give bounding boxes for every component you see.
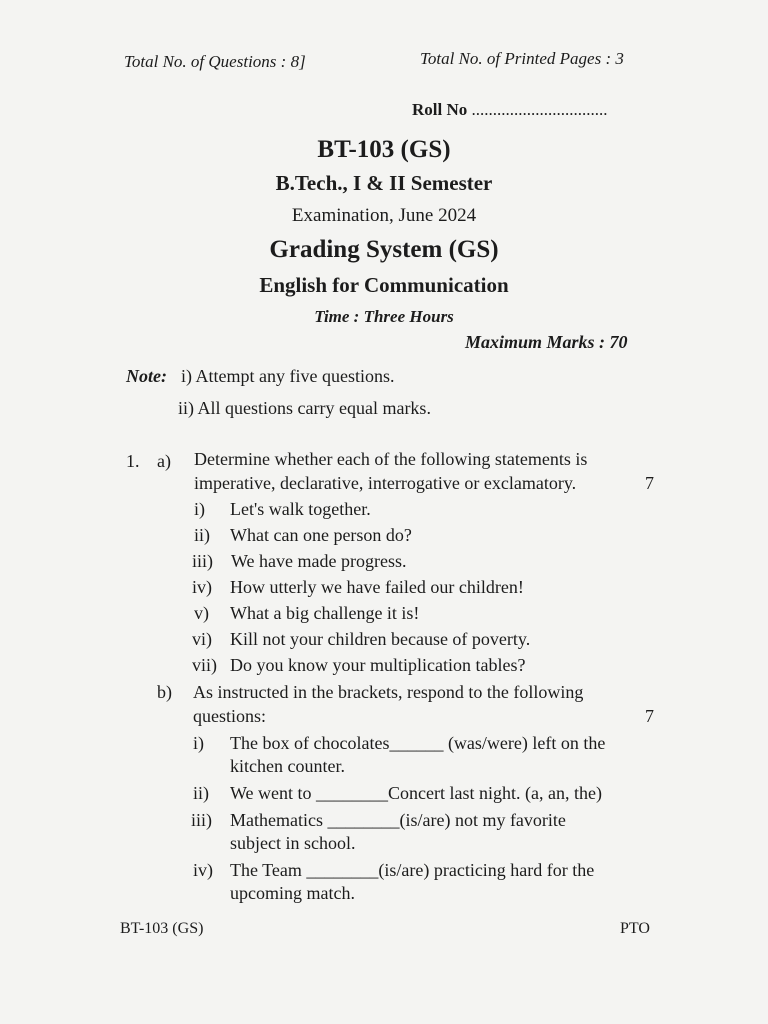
list-item: We have made progress. <box>231 551 407 571</box>
program-name: B.Tech., I & II Semester <box>275 171 493 195</box>
list-item-continuation: subject in school. <box>230 833 356 853</box>
part-a-line-2: imperative, declarative, interrogative or exclamatory. <box>194 473 577 493</box>
list-item-continuation: upcoming match. <box>230 883 355 903</box>
list-item-continuation: kitchen counter. <box>230 756 345 776</box>
list-item-num: vii) <box>192 655 217 675</box>
list-item-num: vi) <box>192 629 212 649</box>
part-a-line-1: Determine whether each of the following statements is <box>194 449 588 469</box>
roll-dots: ................................ <box>471 100 608 119</box>
part-b-line-1: As instructed in the brackets, respond to the following <box>193 682 584 702</box>
list-item: What can one person do? <box>230 525 412 545</box>
list-item: We went to ________Concert last night. (a, an, the) <box>230 783 602 803</box>
list-item: Let's walk together. <box>230 499 371 519</box>
paper-code: BT-103 (GS) <box>317 136 451 163</box>
list-item-num: iii) <box>191 810 212 830</box>
part-a-label: a) <box>157 451 171 471</box>
roll-label: Roll No <box>412 100 468 119</box>
list-item-num: i) <box>194 499 205 519</box>
footer-pto: PTO <box>620 920 650 937</box>
part-b-marks: 7 <box>645 706 654 726</box>
note-item-2: ii) All questions carry equal marks. <box>178 398 431 418</box>
total-questions: Total No. of Questions : 8] <box>124 52 306 71</box>
note-item-1: i) Attempt any five questions. <box>181 366 395 386</box>
list-item: Kill not your children because of poverty. <box>230 629 531 649</box>
part-b-label: b) <box>157 682 172 702</box>
part-b-line-2: questions: <box>193 706 267 726</box>
list-item: The box of chocolates______ (was/were) left on the <box>230 733 606 753</box>
time-allowed: Time : Three Hours <box>314 307 454 326</box>
list-item-num: ii) <box>193 783 209 803</box>
list-item: What a big challenge it is! <box>230 603 420 623</box>
subject-name: English for Communication <box>259 273 509 297</box>
footer-code: BT-103 (GS) <box>120 920 204 937</box>
list-item-num: iii) <box>192 551 213 571</box>
list-item-num: iv) <box>192 577 212 597</box>
exam-session: Examination, June 2024 <box>291 205 477 226</box>
list-item-num: ii) <box>194 525 210 545</box>
max-marks: Maximum Marks : 70 <box>465 332 628 352</box>
list-item-num: i) <box>193 733 204 753</box>
list-item: Mathematics ________(is/are) not my favorite <box>230 810 566 830</box>
part-a-marks: 7 <box>645 473 654 493</box>
note-label: Note: <box>126 366 167 386</box>
list-item-num: v) <box>194 603 209 623</box>
question-number: 1. <box>126 451 140 471</box>
roll-number <box>412 100 608 120</box>
list-item: Do you know your multiplication tables? <box>230 655 526 675</box>
grading-system: Grading System (GS) <box>269 236 499 263</box>
list-item: The Team ________(is/are) practicing hard for the <box>230 860 595 880</box>
total-pages: Total No. of Printed Pages : 3 <box>420 49 624 68</box>
list-item: How utterly we have failed our children! <box>230 577 524 597</box>
list-item-num: iv) <box>193 860 213 880</box>
